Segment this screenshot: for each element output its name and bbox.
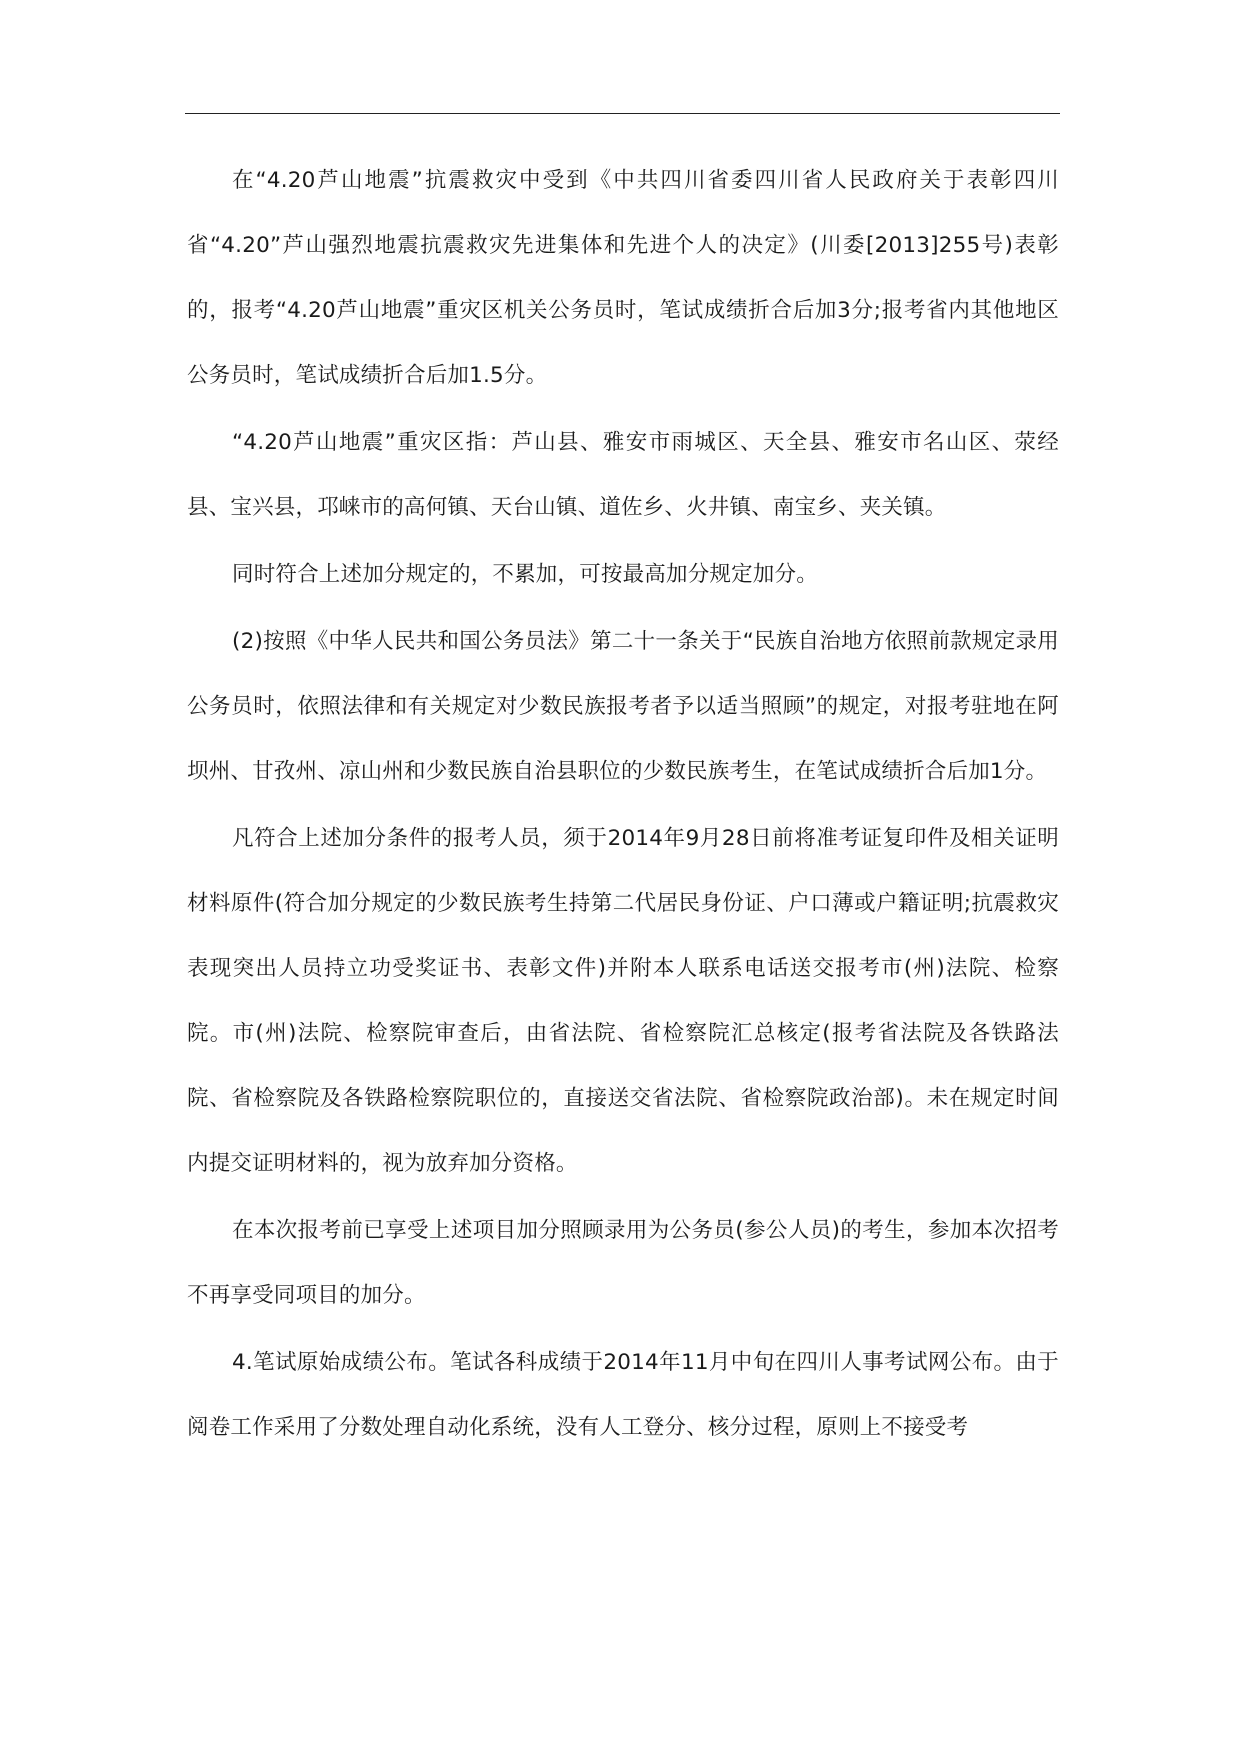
paragraph-prior-bonus: 在本次报考前已享受上述项目加分照顾录用为公务员(参公人员)的考生，参加本次招考不再享受同项目的加分。 (187, 1218, 1059, 1308)
document-body (187, 148, 1059, 1462)
paragraph-ethnic-minority-bonus: (2)按照《中华人民共和国公务员法》第二十一条关于“民族自治地方依照前款规定录用公务员时，依照法律和有关规定对少数民族报考者予以适当照顾”的规定，对报考驻地在阿坝州、甘孜州、凉山州和少数民族自治县职位的少数民族考生，在笔试成绩折合后加1分。 (187, 629, 1059, 784)
paragraph-disaster-areas: “4.20芦山地震”重灾区指：芦山县、雅安市雨城区、天全县、雅安市名山区、荥经县、宝兴县，邛崃市的高何镇、天台山镇、道佐乡、火井镇、南宝乡、夹关镇。 (187, 430, 1059, 520)
header-rule (185, 113, 1060, 114)
paragraph-score-release: 4.笔试原始成绩公布。笔试各科成绩于2014年11月中旬在四川人事考试网公布。由于阅卷工作采用了分数处理自动化系统，没有人工登分、核分过程，原则上不接受考 (187, 1350, 1059, 1440)
paragraph-earthquake-bonus: 在“4.20芦山地震”抗震救灾中受到《中共四川省委四川省人民政府关于表彰四川省“4.20”芦山强烈地震抗震救灾先进集体和先进个人的决定》(川委[2013]255号)表彰的，报考“4.20芦山地震”重灾区机关公务员时，笔试成绩折合后加3分;报考省内其他地区公务员时，笔试成绩折合后加1.5分。 (187, 168, 1059, 388)
paragraph-no-stacking: 同时符合上述加分规定的，不累加，可按最高加分规定加分。 (232, 562, 818, 587)
paragraph-submission-requirements: 凡符合上述加分条件的报考人员，须于2014年9月28日前将准考证复印件及相关证明材料原件(符合加分规定的少数民族考生持第二代居民身份证、户口薄或户籍证明;抗震救灾表现突出人员持立功受奖证书、表彰文件)并附本人联系电话送交报考市(州)法院、检察院。市(州)法院、检察院审查后，由省法院、省检察院汇总核定(报考省法院及各铁路法院、省检察院及各铁路检察院职位的，直接送交省法院、省检察院政治部)。未在规定时间内提交证明材料的，视为放弃加分资格。 (187, 826, 1059, 1176)
